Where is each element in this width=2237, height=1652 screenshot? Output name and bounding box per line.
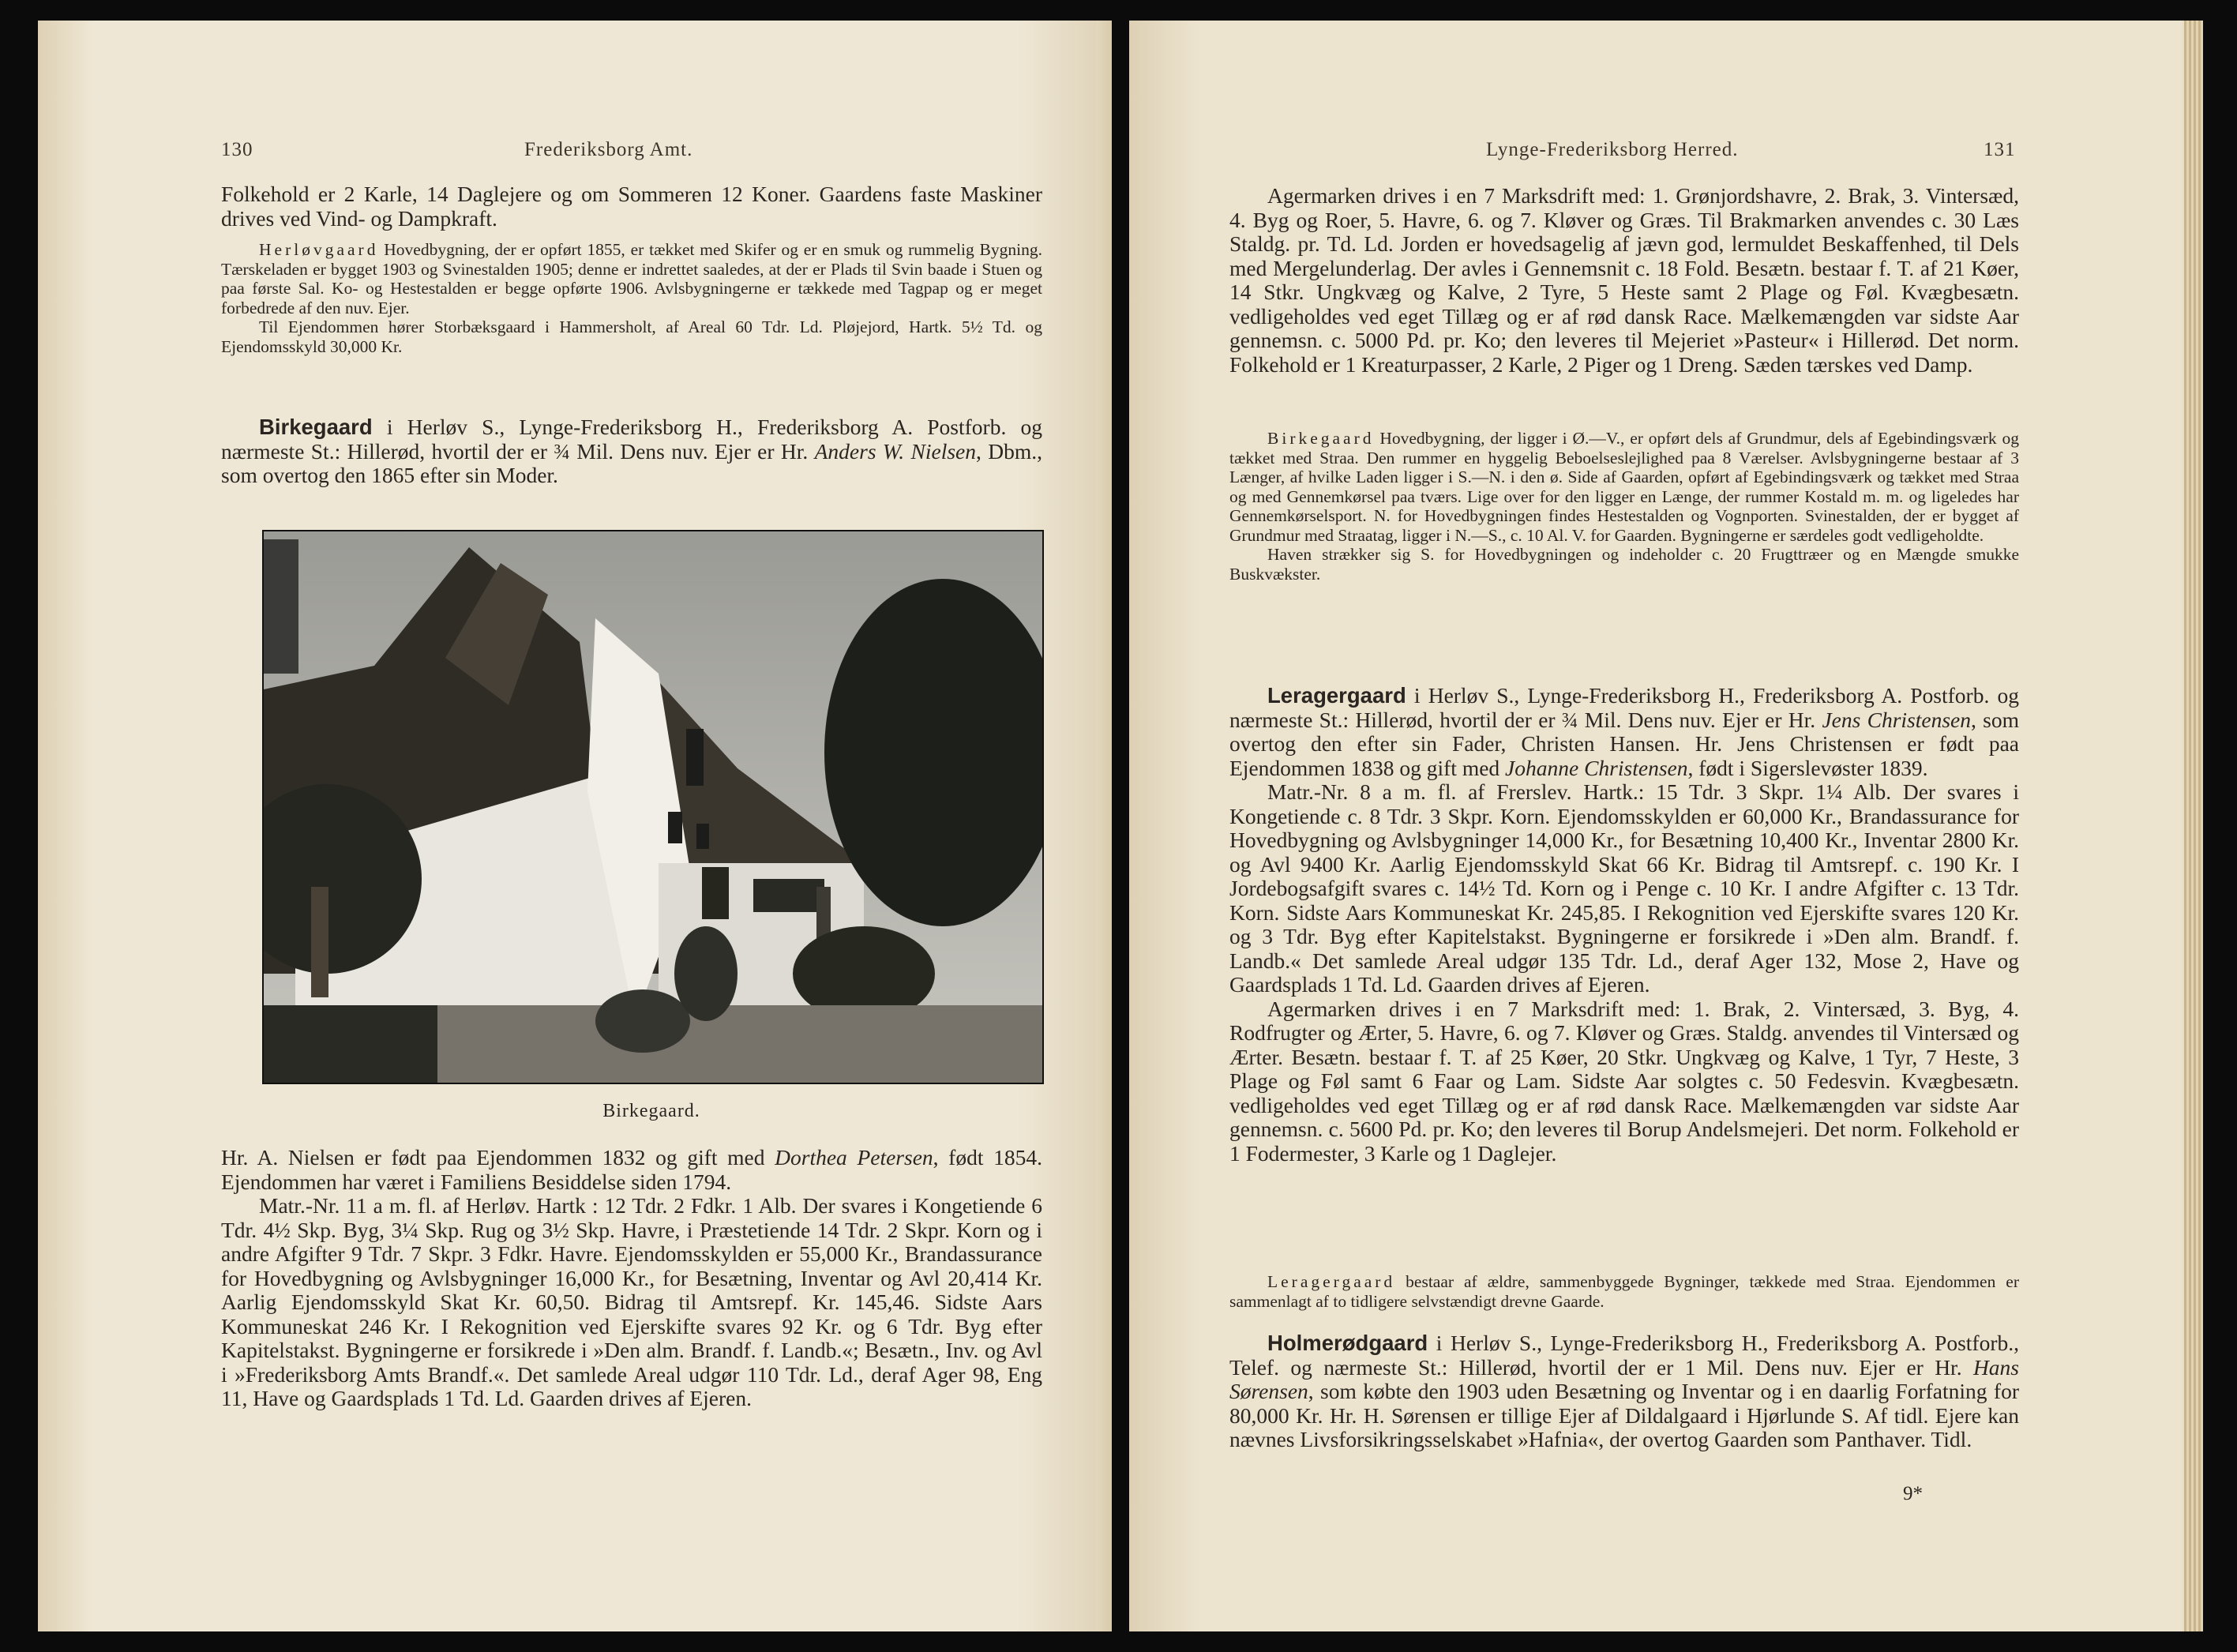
paragraph: Agermarken drives i en 7 Marksdrift med: 1. Brak, 2. Vintersæd, 3. Byg, 4. Rodfrugter og Ærter, 5. Havre, 6. og 7. Kløver og Græs. Staldg. anvendes til Vintersæd og Ærter. Besætn. bestaar f. T. af 25 Køer, 20 Stkr. Ungkvæg og Kalve, 1 Tyr, 7 Heste, 3 Plage og Føl samt 6 Faar og Lam. Sidste Aar solgtes c. 50 Fedesvin. Kvægbesætn. vedligeholdes ved eget Tillæg og er af rød dansk Race. Mælkemængden var sidste Aar gennemsn. c. 5600 Pd. pr. Ko; den leveres til Borup Andelsmejeri. Det norm. Folkehold er 1 Fodermester, 3 Karle og 1 Daglejer. — [1229, 996, 2019, 1166]
entry-text: , født i Sigerslevøster 1839. — [1687, 755, 1928, 780]
entry-leragergaard — [1229, 684, 2019, 1166]
wife-name: Dorthea Petersen — [775, 1145, 933, 1170]
paragraph: Folkehold er 2 Karle, 14 Daglejere og om Sommeren 12 Koner. Gaardens faste Maskiner drives ved Vind- og Dampkraft. — [221, 182, 1042, 231]
paragraph-text: Hr. A. Nielsen er født paa Ejendommen 1832 og gift med — [221, 1145, 775, 1170]
right-page — [1129, 21, 2203, 1631]
text-column-top-left — [221, 182, 1042, 231]
page-edges — [2184, 21, 2203, 1631]
farm-name-spaced: Herløvgaard — [259, 240, 379, 259]
wife-name: Johanne Christensen — [1505, 755, 1688, 780]
left-page — [38, 21, 1112, 1631]
entry-heading: Birkegaard — [259, 415, 373, 439]
entry-birkegaard — [221, 415, 1042, 488]
small-print-text: Til Ejendommen hører Storbæksgaard i Hammersholt, af Areal 60 Tdr. Ld. Pløjejord, Hartk. 5½ Td. og Ejendomsskyld 30,000 Kr. — [221, 317, 1042, 356]
entry-text: i Herløv S., Lynge-Frederiksborg H., Frederiksborg A. Postforb. og nærmeste St.: Hillerød, hvortil der er ¾ Mil. Dens nuv. Ejer er Hr. — [221, 415, 1042, 464]
entry-heading: Holmerødgaard — [1267, 1331, 1428, 1355]
farm-name-spaced: Birkegaard — [1267, 429, 1375, 448]
paragraph-text: , født 1854. Ejendommen har været i Familiens Besiddelse siden 1794. — [221, 1145, 1042, 1194]
paragraph: Agermarken drives i en 7 Marksdrift med: 1. Grønjordshavre, 2. Brak, 3. Vintersæd, 4. Byg og Roer, 5. Havre, 6. og 7. Kløver og Græs. Til Brakmarken anvendes c. 30 Læs Staldg. pr. Td. Ld. Jorden er hovedsagelig af jævn god, lermuldet Beskaffenhed, til Dels med Mergelunderlag. Der avles i Gennemsnit c. 18 Fold. Besætn. bestaar f. T. af 21 Køer, 14 Stkr. Ungkvæg og Kalve, 2 Tyre, 5 Heste samt 2 Plage og Føl. Kvægbesætn. vedligeholdes ved eget Tillæg og er af rød dansk Race. Mælkemængden var sidste Aar gennemsn. c. 5000 Pd. pr. Ko; den leveres til Mejeriet »Pasteur« i Hillerød. Det norm. Folkehold er 1 Kreaturpasser, 2 Karle, 2 Piger og 1 Dreng. Sæden tærskes ved Damp. — [1229, 183, 2019, 377]
entry-text: , som overtog den efter sin Fader, Christen Hansen. Hr. Jens Christensen er født paa Ejendommen 1838 og gift med — [1229, 707, 2019, 780]
entry-text: , Dbm., som overtog den 1865 efter sin Moder. — [221, 438, 1043, 487]
paragraph: Matr.-Nr. 8 a m. fl. af Frerslev. Hartk.: 15 Tdr. 3 Skpr. 1¼ Alb. Der svares i Kongetiende c. 8 Tdr. 3 Skpr. Korn. Ejendomsskylden er 60,000 Kr., Brandassurance for Hovedbygning og Avlsbygninger 14,000 Kr., for Besætning 10,400 Kr., Inventar 2800 Kr. og Avl 9400 Kr. Aarlig Ejendomsskyld Skat 66 Kr. Bidrag til Amtsrepf. c. 190 Kr. I Jordebogsafgift svares c. 14½ Td. Korn og i Penge c. 10 Kr. I andre Afgifter c. 13 Tdr. Korn. Sidste Aars Kommuneskat Kr. 245,85. I Rekognition ved Ejerskifte svares 120 Kr. og 3 Tdr. Byg efter Kapitelstakst. Bygningerne er forsikrede i »Den alm. Brandf. f. Landb.« Det samlede Areal udgør 135 Tdr. Ld., deraf Ager 132, Mose 2, Have og Gaardsplads 1 Td. Ld. Gaarden drives af Ejeren. — [1229, 779, 2019, 997]
small-print-block-left — [221, 240, 1042, 356]
running-head-left: Frederiksborg Amt. — [524, 139, 693, 160]
small-print-block-right — [1229, 429, 2019, 584]
photo-caption: Birkegaard. — [602, 1101, 700, 1121]
small-print-text: bestaar af ældre, sammenbyggede Bygninger, tækkede med Straa. Ejendommen er sammenlagt af to tidligere selvstændigt drevne Gaarde. — [1229, 1272, 2019, 1311]
small-print-text: Hovedbygning, der ligger i Ø.—V., er opført dels af Grundmur, dels af Egebindingsværk og tækket med Straa. Den rummer en hyggelig Beboelseslejlighed paa 8 Værelser. Avlsbygningerne bestaar af 3 Længer, af hvilke Laden ligger i S.—N. i den ø. Side af Gaarden, opført af Egebindingsværk og tækket med Straa og med Gennemkørsel paa tværs. Lige over for den ligger en Længe, der rummer Kostald m. m. og ligeledes har Gennemkørselsport. N. for Hovedbygningen findes Hestestalden og Vognporten. Svinestalden, der er bygget af Grundmur med Straatag, ligger i N.—S., c. 10 Al. V. for Gaarden. Bygningerne er særdeles godt vedligeholdte. — [1229, 429, 2019, 545]
page-number-left: 130 — [221, 139, 253, 160]
small-print-text: Haven strækker sig S. for Hovedbygningen og indeholder c. 20 Frugttræer og en Mængde smukke Buskvækster. — [1229, 545, 2019, 584]
running-head-right: Lynge-Frederiksborg Herred. — [1486, 139, 1739, 160]
entry-text: i Herløv S., Lynge-Frederiksborg H., Frederiksborg A. Postforb. og nærmeste St.: Hillerød, hvortil der er ¾ Mil. Dens nuv. Ejer er Hr. — [1229, 683, 2019, 732]
text-column-bottom-left — [221, 1146, 1042, 1411]
small-print-block-right-2 — [1229, 1272, 2019, 1311]
owner-name: Hans Sørensen — [1229, 1354, 2019, 1403]
farmhouse-photo-illustration — [264, 531, 1042, 1083]
small-print-text: Hovedbygning, der er opført 1855, er tækket med Skifer og er en smuk og rummelig Bygning. Tærskeladen er bygget 1903 og Svinestalden 1905; denne er indrettet saaledes, at der er Plads til Svin baade i Stuen og paa første Sal. Ko- og Hestestalden er begge opførte 1906. Avlsbygningerne er tækkede med Tagpap og er meget forbedrede af den nuv. Ejer. — [221, 240, 1042, 317]
photo-birkegaard — [262, 530, 1044, 1084]
owner-name: Anders W. Nielsen — [814, 438, 977, 464]
entry-heading: Leragergaard — [1267, 683, 1406, 708]
text-column-top-right — [1229, 184, 2019, 377]
farm-name-spaced: Leragergaard — [1267, 1272, 1396, 1291]
paragraph: Matr.-Nr. 11 a m. fl. af Herløv. Hartk : 12 Tdr. 2 Fdkr. 1 Alb. Der svares i Kongetiende 6 Tdr. 4½ Skp. Byg, 3¼ Skp. Rug og 3½ Skp. Havre, i Præstetiende 14 Tdr. 2 Skpr. Korn og i andre Afgifter 9 Tdr. 7 Skpr. 3 Fdkr. Havre. Ejendomsskylden er 55,000 Kr., Brandassurance for Hovedbygning og Avlsbygninger 16,000 Kr., for Besætning, Inventar og Avl 20,414 Kr. Aarlig Ejendomsskyld Skat Kr. 60,50. Bidrag til Amtsrepf. Kr. 145,46. Sidste Aars Kommuneskat 246 Kr. I Rekognition ved Ejerskifte svares 92 Kr. og 6 Tdr. Byg efter Kapitelstakst. Bygningerne er forsikrede i »Den alm. Brandf. f. Landb.«; Besætn., Inv. og Avl i »Frederiksborg Amts Brandf.«. Det samlede Areal udgør 110 Tdr. Ld., deraf Ager 98, Eng 11, Have og Gaardsplads 1 Td. Ld. Gaarden drives af Ejeren. — [221, 1193, 1042, 1410]
entry-text: i Herløv S., Lynge-Frederiksborg H., Frederiksborg A. Postforb., Telef. og nærmeste St.: Hillerød, hvortil der er 1 Mil. Dens nuv. Ejer er Hr. — [1229, 1331, 2019, 1380]
entry-holmerodgaard — [1229, 1331, 2019, 1452]
page-number-right: 131 — [1984, 139, 2016, 160]
signature-mark: 9* — [1903, 1483, 1923, 1504]
owner-name: Jens Christensen — [1822, 707, 1971, 732]
book-spine-shadow — [1096, 21, 1112, 1631]
entry-text: , som købte den 1903 uden Besætning og Inventar og i en daarlig Forfatning for 80,000 Kr. Hr. H. Sørensen er tillige Ejer af Dildalgaard i Hjørlunde S. Af tidl. Ejere kan nævnes Livsforsikringsselskabet »Hafnia«, der overtog Gaarden som Panthaver. Tidl. — [1229, 1379, 2019, 1451]
